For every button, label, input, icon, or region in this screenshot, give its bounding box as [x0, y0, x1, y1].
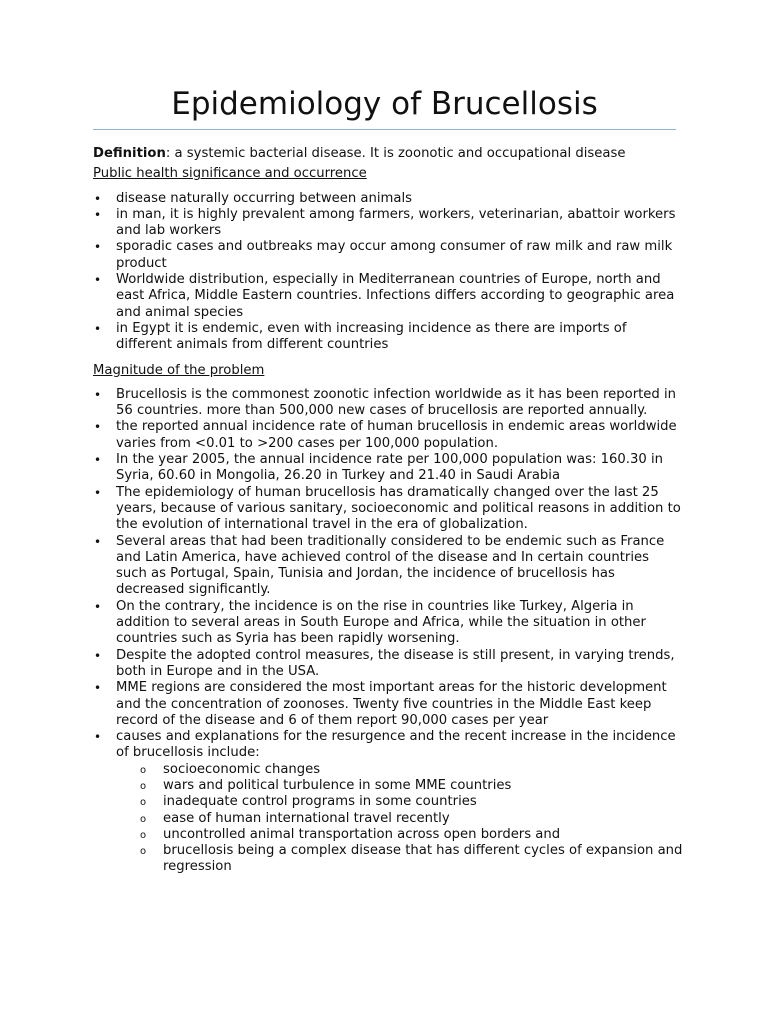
list-item-text: Several areas that had been traditionally considered to be endemic such as France and Latin America, have achieved control of the disease and In certain countries such as Portugal, Spain, Tunisia and Jordan, the incidence of brucellosis has decreased significantly. — [116, 533, 665, 598]
list-item — [93, 321, 683, 354]
list-item-text: disease naturally occurring between animals — [116, 190, 412, 206]
list-item-text: Despite the adopted control measures, the disease is still present, in varying trends, both in Europe and in the USA. — [116, 647, 675, 679]
bullet-icon: • — [94, 681, 102, 696]
bullet-icon: • — [94, 648, 102, 663]
sub-list-item-text: socioeconomic changes — [163, 761, 321, 777]
sub-list-item-text: inadequate control programs in some countries — [163, 794, 477, 810]
definition-term: Definition — [93, 146, 166, 161]
title-underline-rule — [93, 129, 676, 130]
sub-list-item-text: brucellosis being a complex disease that has different cycles of expansion and regression — [163, 843, 683, 875]
list-item — [93, 419, 683, 452]
bullet-icon: • — [94, 387, 102, 402]
list-item-text: Brucellosis is the commonest zoonotic infection worldwide as it has been reported in 56 countries. more than 500,000 new cases of brucellosis are reported annually. — [116, 386, 677, 419]
circle-bullet-icon: o — [140, 764, 147, 776]
list-item — [93, 534, 683, 599]
list-item — [93, 599, 683, 648]
sub-list-item-text: wars and political turbulence in some MME countries — [163, 777, 512, 793]
bullet-icon: • — [94, 453, 102, 468]
list-item-text: causes and explanations for the resurgence and the recent increase in the incidence of brucellosis include: — [116, 729, 676, 761]
list-item — [93, 387, 683, 420]
list-item — [93, 729, 683, 876]
list-item — [93, 207, 683, 240]
list-item — [93, 648, 683, 681]
bullet-icon: • — [94, 599, 102, 614]
bullet-list — [93, 387, 683, 876]
bullet-icon: • — [94, 485, 102, 500]
list-item — [93, 239, 683, 272]
document-title: Epidemiology of Brucellosis — [171, 86, 598, 122]
list-item-text: in Egypt it is endemic, even with increasing incidence as there are imports of different animals from different countries — [116, 320, 627, 353]
bullet-icon: • — [94, 321, 102, 336]
list-item-text: in man, it is highly prevalent among farmers, workers, veterinarian, abattoir workers and lab workers — [116, 206, 676, 239]
sub-list-item-text: ease of human international travel recently — [163, 810, 450, 826]
bullet-icon: • — [94, 273, 102, 288]
sub-list-item-text: uncontrolled animal transportation across open borders and — [163, 826, 561, 842]
sub-list-item — [116, 794, 683, 810]
list-item — [93, 680, 683, 729]
sub-bullet-list — [116, 762, 683, 876]
section-heading: Magnitude of the problem — [93, 362, 265, 378]
bullet-icon: • — [94, 730, 102, 745]
sub-list-item — [116, 827, 683, 843]
circle-bullet-icon: o — [140, 780, 147, 792]
list-item-text: On the contrary, the incidence is on the rise in countries like Turkey, Algeria in addition to several areas in South Europe and Africa, while the situation in other countries such as Syria has been rapidly worsening. — [116, 598, 646, 647]
bullet-icon: • — [94, 240, 102, 255]
circle-bullet-icon: o — [140, 797, 147, 809]
definition-text: : a systemic bacterial disease. It is zoonotic and occupational disease — [165, 146, 626, 161]
list-item-text: sporadic cases and outbreaks may occur among consumer of raw milk and raw milk product — [116, 239, 673, 271]
list-item — [93, 452, 683, 485]
document-body — [93, 146, 683, 885]
list-item-text: the reported annual incidence rate of human brucellosis in endemic areas worldwide varies from <0.01 to >200 cases per 100,000 population. — [116, 419, 677, 451]
list-item-text: MME regions are considered the most important areas for the historic development and the concentration of zoonoses. Twenty five countries in the Middle East keep record of the disease and 6 of them report 90,000 cases per year — [116, 680, 667, 728]
list-item — [93, 191, 683, 207]
bullet-list — [93, 191, 683, 354]
sub-list-item — [116, 778, 683, 794]
sub-list-item — [116, 762, 683, 778]
list-item — [93, 272, 683, 321]
bullet-icon: • — [94, 191, 102, 206]
definition-paragraph — [93, 146, 683, 162]
list-item-text: Worldwide distribution, especially in Mediterranean countries of Europe, north and east Africa, Middle Eastern countries. Infections differs according to geographic area and animal species — [116, 272, 675, 320]
bullet-icon: • — [94, 207, 102, 222]
sections-container — [93, 166, 683, 875]
list-item — [93, 485, 683, 534]
circle-bullet-icon: o — [140, 813, 147, 825]
circle-bullet-icon: o — [140, 829, 147, 841]
sub-list-item — [116, 811, 683, 827]
sub-list-item — [116, 843, 683, 876]
bullet-icon: • — [94, 534, 102, 549]
section-heading: Public health significance and occurrence — [93, 166, 367, 182]
list-item-text: In the year 2005, the annual incidence rate per 100,000 population was: 160.30 in Syria, 60.60 in Mongolia, 26.20 in Turkey and 21.40 in Saudi Arabia — [116, 452, 663, 484]
bullet-icon: • — [94, 420, 102, 435]
circle-bullet-icon: o — [140, 846, 147, 858]
list-item-text: The epidemiology of human brucellosis has dramatically changed over the last 25 years, because of various sanitary, socioeconomic and political reasons in addition to the evolution of international travel in the era of globalization. — [116, 484, 681, 533]
